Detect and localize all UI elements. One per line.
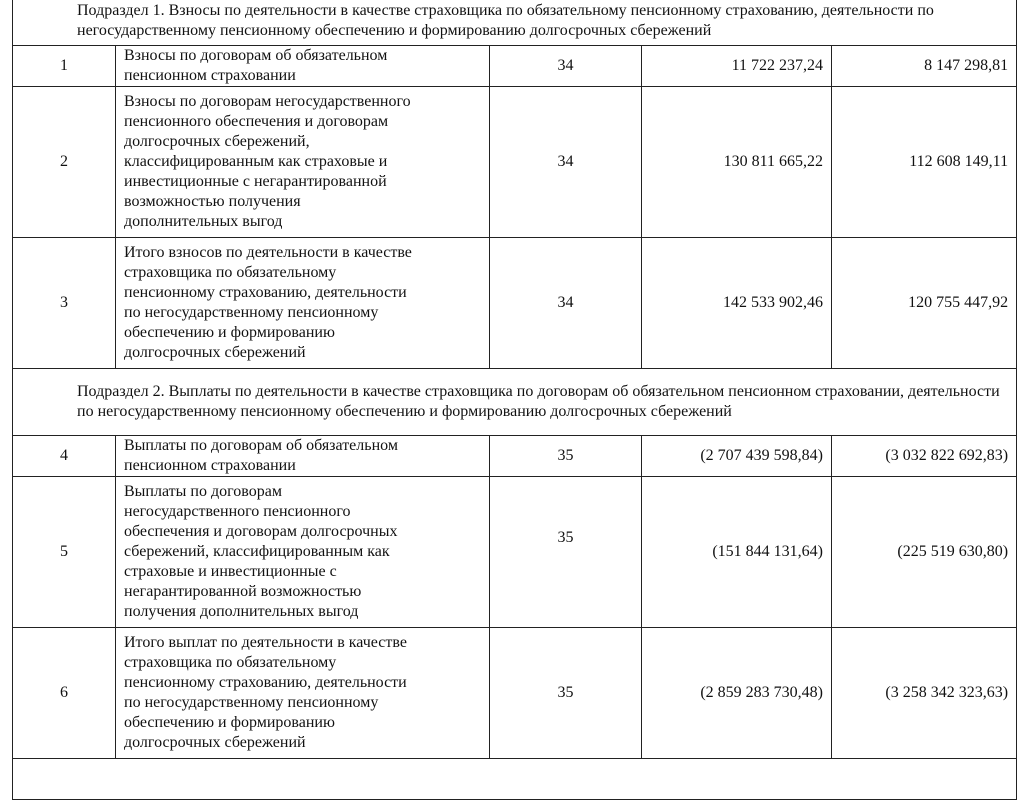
row-note-code: 34	[490, 46, 642, 87]
row-number: 3	[13, 238, 116, 369]
row-description: Взносы по договорам негосударственного пенсионного обеспечения и договорам долгосрочных сбережений, классифицированным как страховые и инвестиционные с негарантированной возможностью получения дополнительных выгод	[116, 87, 490, 238]
row-previous-value: 112 608 149,11	[832, 87, 1017, 238]
row-previous-value: (225 519 630,80)	[832, 477, 1017, 628]
table-row	[13, 436, 1017, 477]
row-number: 6	[13, 628, 116, 759]
next-row-partial	[13, 759, 1017, 800]
row-number: 5	[13, 477, 116, 628]
row-current-value: 142 533 902,46	[642, 238, 832, 369]
row-current-value: 130 811 665,22	[642, 87, 832, 238]
row-description: Выплаты по договорам негосударственного пенсионного обеспечения и договорам долгосрочных сбережений, классифицированным как страховые и инвестиционные с негарантированной возможностью получения дополнительных выгод	[116, 477, 490, 628]
table-row	[13, 628, 1017, 759]
table-row	[13, 477, 1017, 628]
row-previous-value: 120 755 447,92	[832, 238, 1017, 369]
section-1-title: Подраздел 1. Взносы по деятельности в качестве страховщика по обязательному пенсионному страхованию, деятельности по негосударственному пенсионному обеспечению и формированию долгосрочных сбережений	[13, 0, 1017, 46]
section-header-row	[13, 369, 1017, 436]
pension-report-table	[12, 0, 1017, 800]
row-description: Итого выплат по деятельности в качестве страховщика по обязательному пенсионному страхованию, деятельности по негосударственному пенсионному обеспечению и формированию долгосрочных сбережений	[116, 628, 490, 759]
row-previous-value: (3 032 822 692,83)	[832, 436, 1017, 477]
row-current-value: (2 707 439 598,84)	[642, 436, 832, 477]
row-description: Выплаты по договорам об обязательном пенсионном страховании	[116, 436, 490, 477]
row-previous-value: 8 147 298,81	[832, 46, 1017, 87]
row-note-code: 34	[490, 87, 642, 238]
row-number: 1	[13, 46, 116, 87]
row-note-code: 35	[490, 628, 642, 759]
row-number: 2	[13, 87, 116, 238]
row-description: Итого взносов по деятельности в качестве страховщика по обязательному пенсионному страхованию, деятельности по негосударственному пенсионному обеспечению и формированию долгосрочных сбережений	[116, 238, 490, 369]
section-header-row	[13, 0, 1017, 46]
row-note-code: 35	[490, 477, 642, 628]
section-2-title: Подраздел 2. Выплаты по деятельности в качестве страховщика по договорам об обязательном пенсионном страховании, деятельности по негосударственному пенсионному обеспечению и формированию долгосрочных сбережений	[13, 369, 1017, 436]
table-row-cut-off	[13, 759, 1017, 800]
table-row	[13, 238, 1017, 369]
table-row	[13, 87, 1017, 238]
table-row	[13, 46, 1017, 87]
row-current-value: (2 859 283 730,48)	[642, 628, 832, 759]
row-current-value: 11 722 237,24	[642, 46, 832, 87]
row-description: Взносы по договорам об обязательном пенсионном страховании	[116, 46, 490, 87]
row-number: 4	[13, 436, 116, 477]
row-current-value: (151 844 131,64)	[642, 477, 832, 628]
row-note-code: 35	[490, 436, 642, 477]
row-previous-value: (3 258 342 323,63)	[832, 628, 1017, 759]
row-note-code: 34	[490, 238, 642, 369]
